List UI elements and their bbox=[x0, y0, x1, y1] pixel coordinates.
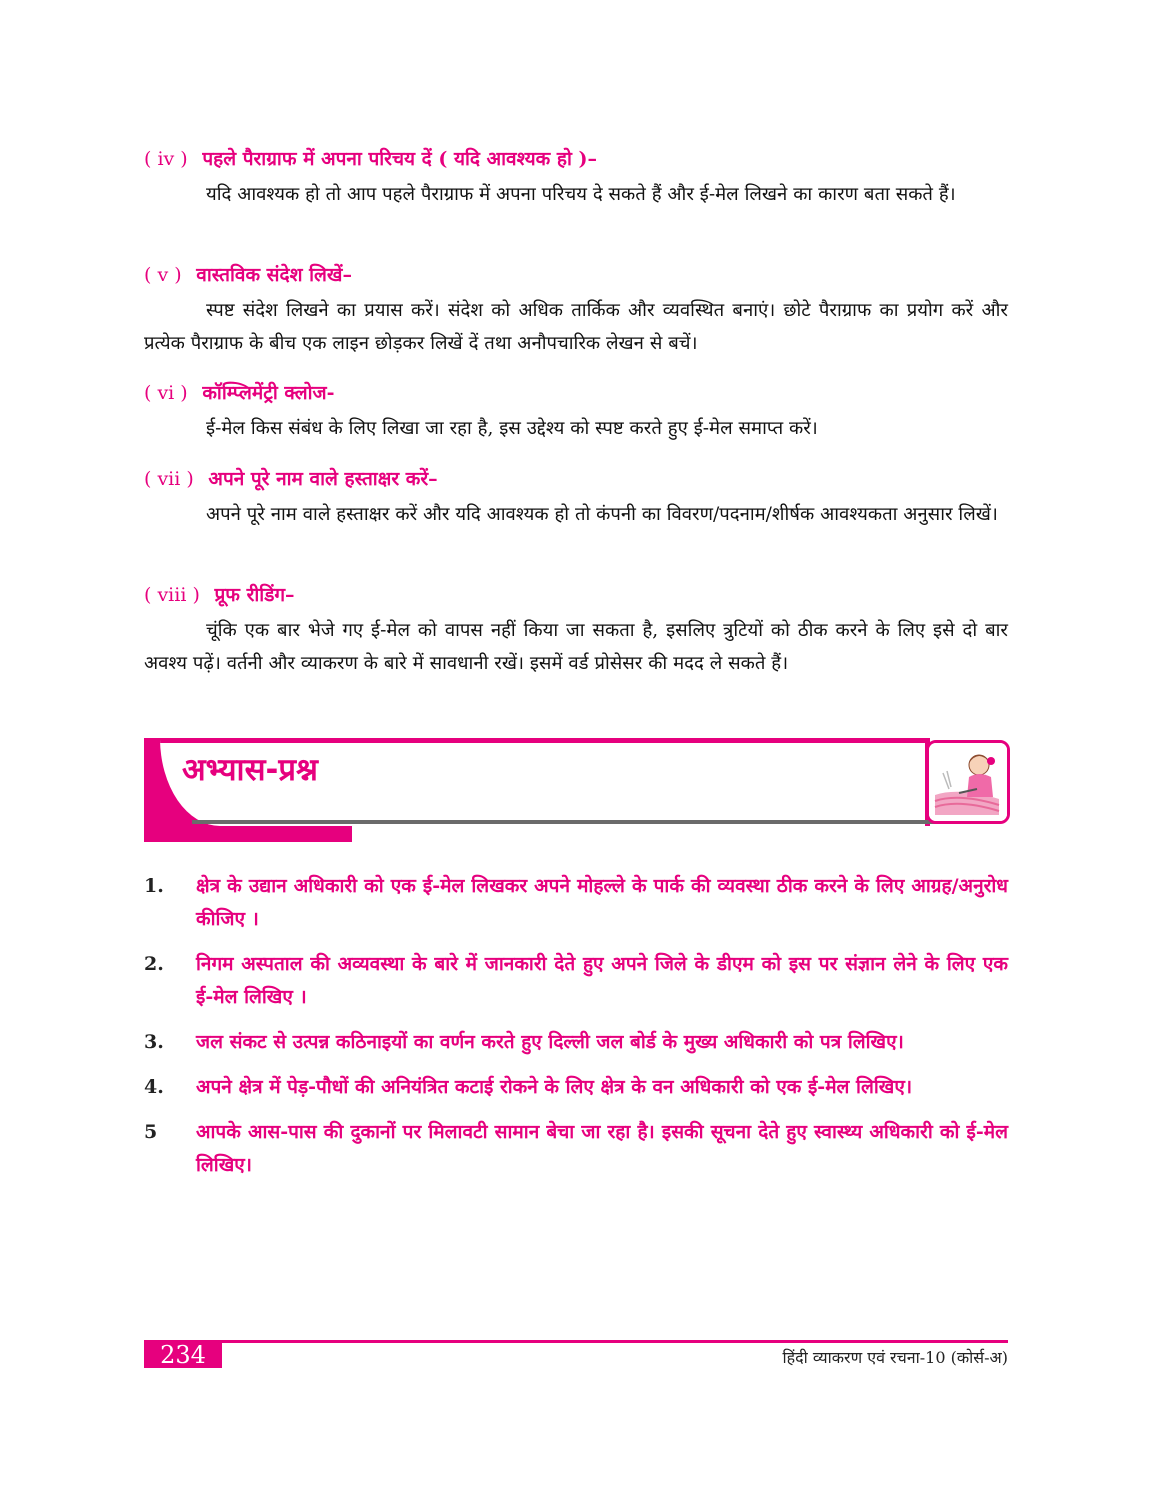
question-item bbox=[144, 1116, 1008, 1182]
section-body: ई-मेल किस संबंध के लिए लिखा जा रहा है, इस उद्देश्य को स्पष्ट करते हुए ई-मेल समाप्त करें। bbox=[206, 418, 818, 439]
section-number: ( vi ) bbox=[144, 382, 188, 404]
section-number: ( v ) bbox=[144, 264, 182, 286]
question-number: 5 bbox=[144, 1121, 158, 1143]
question-text: निगम अस्पताल की अव्यवस्था के बारे में जानकारी देते हुए अपने जिले के डीएम को इस पर संज्ञान लेने के लिए एक ई-मेल लिखिए । bbox=[196, 953, 1008, 1008]
section-title: प्रूफ रीडिंग– bbox=[214, 584, 295, 606]
section-number: ( vii ) bbox=[144, 468, 194, 490]
question-item bbox=[144, 1071, 1008, 1104]
question-text: अपने क्षेत्र में पेड़-पौधों की अनियंत्रित कटाई रोकने के लिए क्षेत्र के वन अधिकारी को एक ई-मेल लिखिए। bbox=[196, 1076, 913, 1098]
question-number: 2. bbox=[144, 953, 164, 975]
question-text: क्षेत्र के उद्यान अधिकारी को एक ई-मेल लिखकर अपने मोहल्ले के पार्क की व्यवस्था ठीक करने के लिए आग्रह/अनुरोध कीजिए । bbox=[196, 875, 1008, 930]
exercise-banner bbox=[144, 738, 1010, 842]
question-number: 4. bbox=[144, 1076, 164, 1098]
section-heading bbox=[144, 380, 1008, 406]
section-number: ( iv ) bbox=[144, 148, 188, 170]
section-body: यदि आवश्यक हो तो आप पहले पैराग्राफ में अपना परिचय दे सकते हैं और ई-मेल लिखने का कारण बता सकते हैं। bbox=[206, 184, 956, 205]
section-vii bbox=[144, 466, 1008, 531]
section-iv bbox=[144, 146, 1008, 211]
exercise-title: अभ्यास-प्रश्न bbox=[182, 752, 318, 788]
question-number: 1. bbox=[144, 875, 164, 897]
section-number: ( viii ) bbox=[144, 584, 200, 606]
book-title: हिंदी व्याकरण एवं रचना-10 (कोर्स-अ) bbox=[782, 1348, 1008, 1367]
section-body: चूंकि एक बार भेजे गए ई-मेल को वापस नहीं किया जा सकता है, इसलिए त्रुटियों को ठीक करने के लिए इसे दो बार अवश्य पढ़ें। वर्तनी और व्याकरण के बारे में सावधानी रखें। इसमें वर्ड प्रोसेसर की मदद ले सकते हैं। bbox=[144, 620, 1008, 674]
question-item bbox=[144, 870, 1008, 936]
section-title: वास्तविक संदेश लिखें– bbox=[196, 264, 352, 286]
section-heading bbox=[144, 582, 1008, 608]
section-title: अपने पूरे नाम वाले हस्ताक्षर करें– bbox=[208, 468, 438, 490]
section-heading bbox=[144, 466, 1008, 492]
question-text: आपके आस-पास की दुकानों पर मिलावटी सामान बेचा जा रहा है। इसकी सूचना देते हुए स्वास्थ्य अधिकारी को ई-मेल लिखिए। bbox=[196, 1121, 1008, 1176]
section-body: स्पष्ट संदेश लिखने का प्रयास करें। संदेश को अधिक तार्किक और व्यवस्थित बनाएं। छोटे पैराग्राफ का प्रयोग करें और प्रत्येक पैराग्राफ के बीच एक लाइन छोड़कर लिखें दें तथा अनौपचारिक लेखन से बचें। bbox=[144, 300, 1008, 354]
page-number: 234 bbox=[144, 1342, 222, 1368]
section-title: पहले पैराग्राफ में अपना परिचय दें ( यदि आवश्यक हो )– bbox=[202, 148, 598, 170]
section-heading bbox=[144, 262, 1008, 288]
section-heading bbox=[144, 146, 1008, 172]
question-number: 3. bbox=[144, 1031, 164, 1053]
banner-underline bbox=[192, 820, 962, 824]
question-item bbox=[144, 948, 1008, 1014]
footer-rule bbox=[144, 1340, 1008, 1343]
section-v bbox=[144, 262, 1008, 360]
exercise-questions bbox=[144, 870, 1008, 1194]
section-title: कॉम्प्लिमेंट्री क्लोज- bbox=[202, 382, 335, 404]
section-viii bbox=[144, 582, 1008, 680]
girl-writing-icon bbox=[926, 740, 1010, 824]
section-vi bbox=[144, 380, 1008, 445]
section-body: अपने पूरे नाम वाले हस्ताक्षर करें और यदि आवश्यक हो तो कंपनी का विवरण/पदनाम/शीर्षक आवश्यकता अनुसार लिखें। bbox=[206, 504, 998, 525]
question-text: जल संकट से उत्पन्न कठिनाइयों का वर्णन करते हुए दिल्ली जल बोर्ड के मुख्य अधिकारी को पत्र लिखिए। bbox=[196, 1031, 904, 1053]
question-item bbox=[144, 1026, 1008, 1059]
